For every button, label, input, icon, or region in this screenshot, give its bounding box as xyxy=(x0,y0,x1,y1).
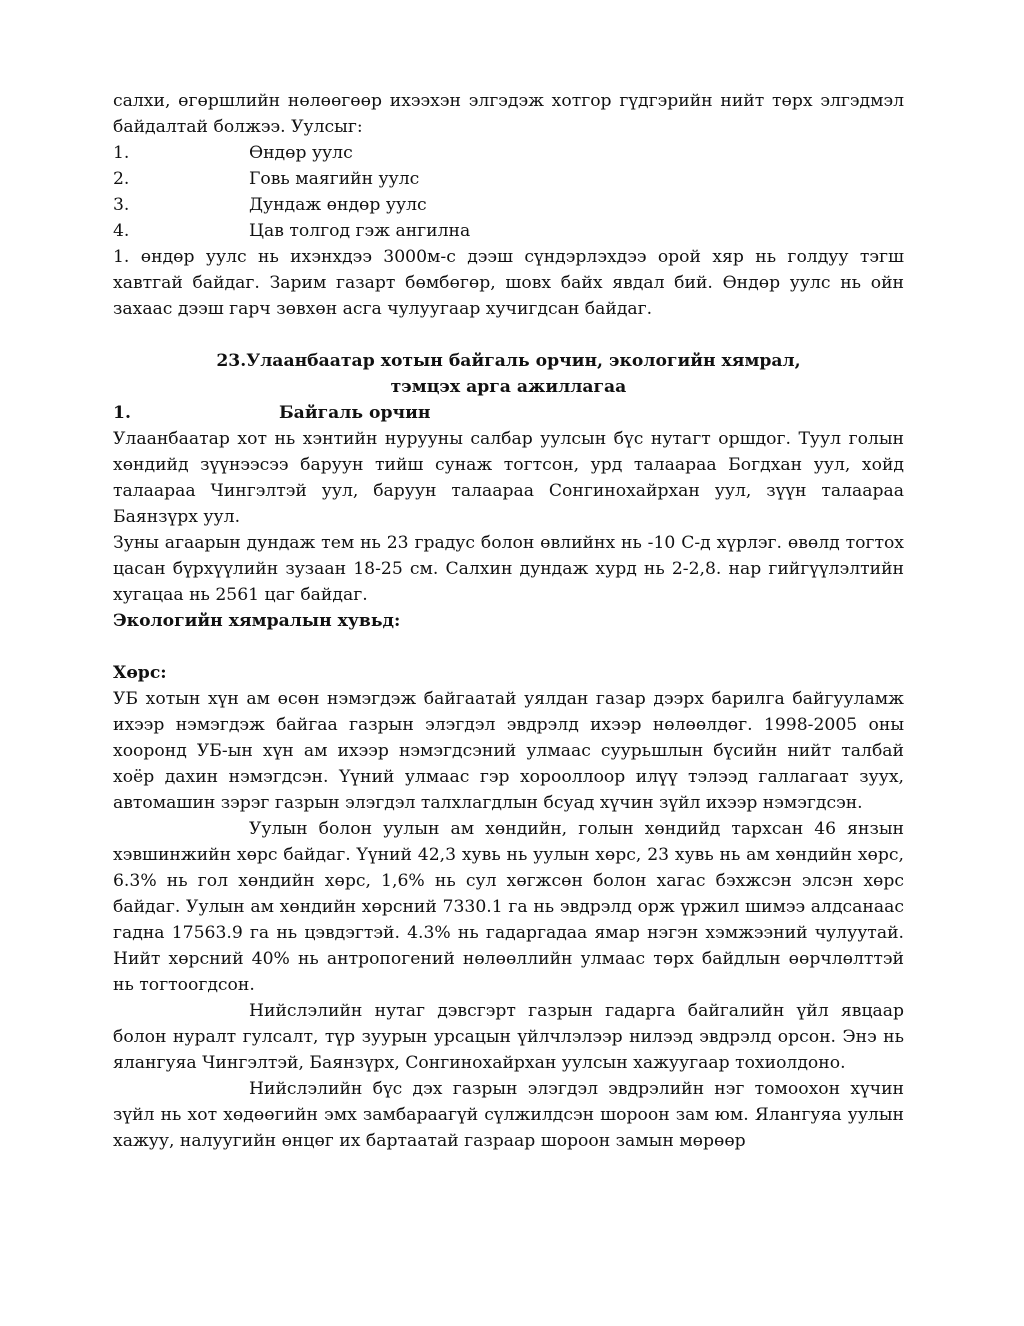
subsection-heading xyxy=(113,400,904,426)
intro-paragraph: салхи, өгөршлийн нөлөөгөөр ихээхэн элгэдэж хотгор гүдгэрийн нийт төрх элгэдмэл байдалтай болжээ. Уулсыг: xyxy=(113,91,904,137)
section-title-line-1: 23.Улаанбаатар хотын байгаль орчин, экологийн хямрал, xyxy=(216,351,801,371)
document-page xyxy=(113,88,904,1154)
soil-heading: Хөрс: xyxy=(113,663,167,683)
spacer xyxy=(113,634,904,660)
section-title-line-2: тэмцэх арга ажиллагаа xyxy=(390,377,627,397)
list-text: Цав толгод гэж ангилна xyxy=(249,221,471,241)
subsection-number: 1. xyxy=(113,403,131,423)
list-number: 4. xyxy=(113,221,130,241)
spacer xyxy=(113,322,904,348)
list-text: Дундаж өндөр уулс xyxy=(249,195,427,215)
list-text: Өндөр уулс xyxy=(249,143,353,163)
crisis-heading: Экологийн хямралын хувьд: xyxy=(113,611,401,631)
environment-paragraph: Улаанбаатар хот нь хэнтийн нурууны салбар уулсын бүс нутагт оршдог. Туул голын хөндийд зүүнээсээ баруун тийш сунаж тогтсон, урд талаараа Богдхан уул, хойд талаараа Чингэлтэй уул, баруун талаараа Сонгинохайрхан уул, зүүн талаараа Баянзүрх уул. xyxy=(113,429,904,527)
list-item xyxy=(113,218,904,244)
soil-paragraph-1: УБ хотын хүн ам өсөн нэмэгдэж байгаатай уялдан газар дээрх барилга байгууламж ихээр нэмэгдэж байгаа газрын элэгдэл эвдрэлд ихээр нөлөөлдөг. 1998-2005 оны хооронд УБ-ын хүн ам ихээр нэмэгдсэний улмаас суурьшлын бүсийн нийт талбай хоёр дахин нэмэгдсэн. Үүний улмаас гэр хорооллоор илүү тэлээд галлагаат зуух, автомашин зэрэг газрын элэгдэл талхлагдлын бсуад хүчин зүйл ихээр нэмэгдсэн. xyxy=(113,689,904,813)
soil-paragraph-2: Уулын болон уулын ам хөндийн, голын хөндийд тархсан 46 янзын хэвшинжийн хөрс байдаг. Үүний 42,3 хувь нь уулын хөрс, 23 хувь нь ам хөндийн хөрс, 6.3% нь гол хөндийн хөрс, 1,6% нь сул хөгжсөн болон хагас бэхжсэн элсэн хөрс байдаг. Уулын ам хөндийн хөрсний 7330.1 га нь эвдрэлд орж үржил шимээ алдсанаас гадна 17563.9 га нь цэвдэгтэй. 4.3% нь гадаргадаа ямар нэгэн хэмжээний чулуутай. Нийт хөрсний 40% нь антропогений нөлөөллийн улмаас төрх байдлын өөрчлөлттэй нь тогтоогдсон. xyxy=(113,819,904,995)
list-text: Говь маягийн уулс xyxy=(249,169,420,189)
list-item xyxy=(113,140,904,166)
list-number: 3. xyxy=(113,195,130,215)
soil-paragraph-3: Нийслэлийн нутаг дэвсгэрт газрын гадарга байгалийн үйл явцаар болон нуралт гулсалт, түр зуурын урсацын үйлчлэлээр нилээд эвдрэлд орсон. Энэ нь ялангуяа Чингэлтэй, Баянзүрх, Сонгинохайрхан уулсын хажуугаар тохиолдоно. xyxy=(113,1001,904,1073)
list-number: 2. xyxy=(113,169,130,189)
soil-paragraph-4: Нийслэлийн бүс дэх газрын элэгдэл эвдрэлийн нэг томоохон хүчин зүйл нь хот хөдөөгийн эмх замбараагүй сүлжилдсэн шороон зам юм. Ялангуяа уулын хажуу, налуугийн өнцөг их бартаатай газраар шороон замын мөрөөр xyxy=(113,1079,904,1151)
high-mountains-paragraph: 1. өндөр уулс нь ихэнхдээ 3000м-с дээш сүндэрлэхдээ орой хяр нь голдуу тэгш хавтгай байдаг. Зарим газарт бөмбөгөр, шовх байх явдал бий. Өндөр уулс нь ойн захаас дээш гарч зөвхөн асга чулуугаар хучигдсан байдаг. xyxy=(113,247,904,319)
list-number: 1. xyxy=(113,143,130,163)
list-item xyxy=(113,166,904,192)
subsection-title: Байгаль орчин xyxy=(279,403,431,423)
climate-paragraph: Зуны агаарын дундаж тем нь 23 градус болон өвлийнх нь -10 С-д хүрлэг. өвөлд тогтох цасан бүрхүүлийн зузаан 18-25 см. Салхин дундаж хурд нь 2-2,8. нар гийгүүлэлтийн хугацаа нь 2561 цаг байдаг. xyxy=(113,533,904,605)
list-item xyxy=(113,192,904,218)
